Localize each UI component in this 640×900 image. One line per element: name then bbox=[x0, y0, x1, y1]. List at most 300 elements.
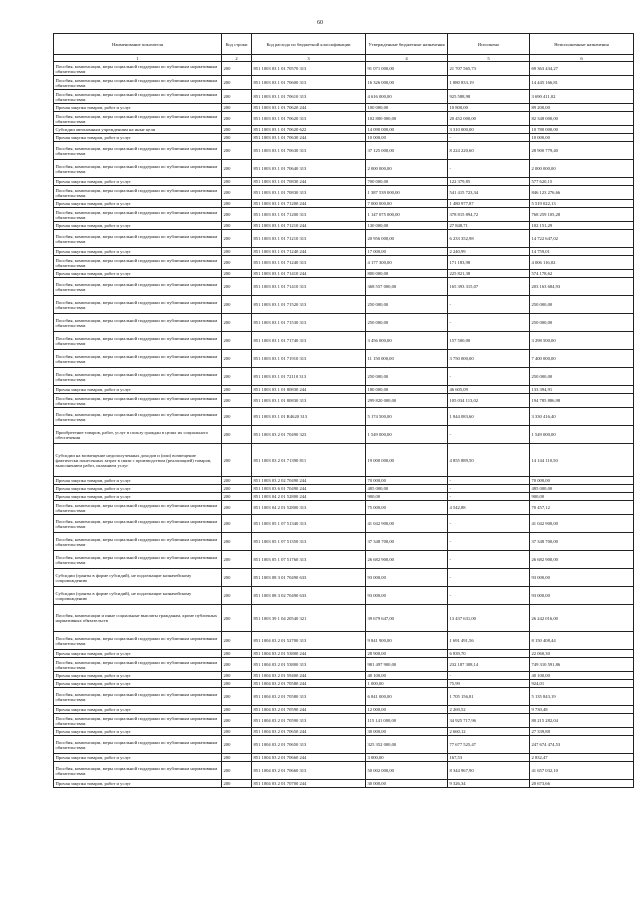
table-row bbox=[54, 477, 634, 485]
cell-approved: 50 002 000,00 bbox=[366, 762, 448, 780]
cell-approved: 1 000,00 bbox=[366, 680, 448, 688]
cell-executed: 232 187 308,14 bbox=[448, 658, 530, 672]
cell-executed: 171 183,98 bbox=[448, 256, 530, 270]
cell-indicator-name: Пособия, компенсации, меры социальной поддержки по публичным нормативным обязательствам bbox=[54, 394, 222, 408]
cell-approved: 4 616 000,00 bbox=[366, 90, 448, 104]
cell-executed: - bbox=[448, 426, 530, 444]
cell-remaining: 41 042 900,00 bbox=[530, 515, 634, 533]
cell-executed: 4 855 889,50 bbox=[448, 444, 530, 477]
cell-expense-code: 851 1003 03 1 01 70640 313 bbox=[252, 160, 366, 178]
cell-approved: 102 800 000,00 bbox=[366, 112, 448, 126]
cell-line-code: 200 bbox=[222, 408, 252, 426]
header-expense-code: Код расхода по бюджетной классификации bbox=[252, 34, 366, 55]
cell-expense-code: 851 1003 05 1 07 51760 313 bbox=[252, 551, 366, 569]
cell-line-code: 200 bbox=[222, 90, 252, 104]
cell-approved: 41 042 900,00 bbox=[366, 515, 448, 533]
cell-executed: 1 880 833,19 bbox=[448, 76, 530, 90]
cell-remaining: 41 657 032,10 bbox=[530, 762, 634, 780]
cell-line-code: 200 bbox=[222, 780, 252, 788]
cell-executed: 1 480 977,87 bbox=[448, 200, 530, 208]
cell-expense-code: 851 1003 03 1 01 71200 244 bbox=[252, 200, 366, 208]
cell-executed: 77 677 525,47 bbox=[448, 736, 530, 754]
cell-line-code: 200 bbox=[222, 688, 252, 706]
table-row bbox=[54, 650, 634, 658]
cell-approved: 700 000,00 bbox=[366, 178, 448, 186]
cell-line-code: 200 bbox=[222, 278, 252, 296]
cell-indicator-name: Прочая закупка товаров, работ и услуг bbox=[54, 178, 222, 186]
table-row bbox=[54, 142, 634, 160]
cell-indicator-name: Субсидии автономным учреждениям на иные цели bbox=[54, 126, 222, 134]
cell-expense-code: 851 1003 03 2 01 71390 811 bbox=[252, 444, 366, 477]
cell-approved: 1 549 000,00 bbox=[366, 426, 448, 444]
page-number: 60 bbox=[317, 20, 323, 26]
cell-approved: 800 000,00 bbox=[366, 270, 448, 278]
cell-line-code: 200 bbox=[222, 76, 252, 90]
cell-approved: 37 125 000,00 bbox=[366, 142, 448, 160]
table-row bbox=[54, 314, 634, 332]
table-row bbox=[54, 208, 634, 222]
cell-indicator-name: Прочая закупка товаров, работ и услуг bbox=[54, 248, 222, 256]
cell-expense-code: 851 1003 03 1 01 70630 244 bbox=[252, 134, 366, 142]
cell-approved: 368 557 000,00 bbox=[366, 278, 448, 296]
table-row bbox=[54, 256, 634, 270]
cell-approved: 9 841 900,00 bbox=[366, 632, 448, 650]
cell-indicator-name: Прочая закупка товаров, работ и услуг bbox=[54, 493, 222, 501]
cell-remaining: 40 100,00 bbox=[530, 672, 634, 680]
cell-executed: 8 344 967,90 bbox=[448, 762, 530, 780]
cell-remaining: 1 549 000,00 bbox=[530, 426, 634, 444]
cell-executed: 122 379,85 bbox=[448, 178, 530, 186]
cell-executed: - bbox=[448, 160, 530, 178]
cell-expense-code: 851 1003 03 1 01 71740 313 bbox=[252, 332, 366, 350]
cell-indicator-name: Пособия, компенсации, меры социальной поддержки по публичным нормативным обязательствам bbox=[54, 658, 222, 672]
cell-expense-code: 851 1003 03 1 01 70620 313 bbox=[252, 112, 366, 126]
cell-executed: 10 800,00 bbox=[448, 104, 530, 112]
cell-remaining: 93 000,00 bbox=[530, 587, 634, 605]
cell-executed: 541 415 723,34 bbox=[448, 186, 530, 200]
cell-approved: 26 682 900,00 bbox=[366, 551, 448, 569]
cell-expense-code: 851 1003 03 1 01 70620 244 bbox=[252, 104, 366, 112]
cell-executed: 8 224 220,60 bbox=[448, 142, 530, 160]
cell-remaining: 70 000,00 bbox=[530, 477, 634, 485]
cell-executed: 2 660,12 bbox=[448, 728, 530, 736]
cell-line-code: 200 bbox=[222, 332, 252, 350]
cell-executed: 378 815 894,72 bbox=[448, 208, 530, 222]
cell-remaining: 3 690 411,02 bbox=[530, 90, 634, 104]
cell-remaining: 37 348 700,00 bbox=[530, 533, 634, 551]
cell-line-code: 200 bbox=[222, 714, 252, 728]
cell-executed: 1 844 083,60 bbox=[448, 408, 530, 426]
cell-line-code: 200 bbox=[222, 134, 252, 142]
cell-expense-code: 851 1003 03 1 01 70620 622 bbox=[252, 126, 366, 134]
cell-indicator-name: Прочая закупка товаров, работ и услуг bbox=[54, 270, 222, 278]
cell-expense-code: 851 1003 03 1 01 70630 313 bbox=[252, 142, 366, 160]
cell-executed: 13 437 631,00 bbox=[448, 605, 530, 632]
header-remaining: Неисполненные назначения bbox=[530, 34, 634, 55]
cell-remaining: 82 348 000,00 bbox=[530, 112, 634, 126]
cell-expense-code: 851 1003 03 1 01 71530 313 bbox=[252, 314, 366, 332]
table-row bbox=[54, 112, 634, 126]
table-header-row bbox=[54, 34, 634, 55]
cell-indicator-name: Прочая закупка товаров, работ и услуг bbox=[54, 780, 222, 788]
cell-line-code: 200 bbox=[222, 230, 252, 248]
cell-approved: 3 456 000,00 bbox=[366, 332, 448, 350]
cell-indicator-name: Пособия, компенсации, меры социальной поддержки по публичным нормативным обязательствам bbox=[54, 714, 222, 728]
cell-expense-code: 851 1003 03 1 01 80830 244 bbox=[252, 386, 366, 394]
table-row bbox=[54, 126, 634, 134]
cell-approved: 250 000,00 bbox=[366, 296, 448, 314]
table-row bbox=[54, 515, 634, 533]
cell-expense-code: 851 1004 03 2 01 70580 313 bbox=[252, 688, 366, 706]
cell-expense-code: 851 1004 03 2 01 70650 244 bbox=[252, 728, 366, 736]
cell-approved: 10 000,00 bbox=[366, 134, 448, 142]
cell-expense-code: 851 1003 04 2 01 52800 313 bbox=[252, 501, 366, 515]
cell-approved: 250 000,00 bbox=[366, 314, 448, 332]
cell-remaining: 2 000 000,00 bbox=[530, 160, 634, 178]
cell-expense-code: 851 1004 03 2 01 70580 244 bbox=[252, 680, 366, 688]
cell-remaining: 27 339,88 bbox=[530, 728, 634, 736]
cell-line-code: 200 bbox=[222, 104, 252, 112]
table-row bbox=[54, 408, 634, 426]
cell-executed: 157 500,00 bbox=[448, 332, 530, 350]
cell-line-code: 200 bbox=[222, 501, 252, 515]
cell-line-code: 200 bbox=[222, 314, 252, 332]
cell-executed: 225 821,38 bbox=[448, 270, 530, 278]
cell-approved: 30 000,00 bbox=[366, 728, 448, 736]
cell-approved: 325 352 000,00 bbox=[366, 736, 448, 754]
cell-remaining: 2 832,47 bbox=[530, 754, 634, 762]
cell-expense-code: 851 1003 03 1 01 72110 313 bbox=[252, 368, 366, 386]
cell-line-code: 200 bbox=[222, 296, 252, 314]
cell-approved: 1 387 539 000,00 bbox=[366, 186, 448, 200]
table-row bbox=[54, 332, 634, 350]
cell-expense-code: 851 1003 03 1 01 70600 313 bbox=[252, 76, 366, 90]
cell-line-code: 200 bbox=[222, 569, 252, 587]
cell-expense-code: 851 1003 03 1 01 71910 313 bbox=[252, 350, 366, 368]
cell-expense-code: 851 1003 03 1 01 71210 313 bbox=[252, 230, 366, 248]
cell-remaining: 924,01 bbox=[530, 680, 634, 688]
cell-expense-code: 851 1003 03 1 01 71520 313 bbox=[252, 296, 366, 314]
cell-indicator-name: Прочая закупка товаров, работ и услуг bbox=[54, 200, 222, 208]
cell-line-code: 200 bbox=[222, 368, 252, 386]
cell-line-code: 200 bbox=[222, 386, 252, 394]
cell-line-code: 200 bbox=[222, 728, 252, 736]
cell-approved: 40 100,00 bbox=[366, 672, 448, 680]
cell-approved: 900,00 bbox=[366, 493, 448, 501]
table-row bbox=[54, 728, 634, 736]
table-row bbox=[54, 178, 634, 186]
cell-indicator-name: Пособия, компенсации, меры социальной поддержки по публичным нормативным обязательствам bbox=[54, 208, 222, 222]
cell-remaining: 10 780 000,00 bbox=[530, 126, 634, 134]
cell-approved: 37 348 700,00 bbox=[366, 533, 448, 551]
cell-indicator-name: Пособия, компенсации, меры социальной поддержки по публичным нормативным обязательствам bbox=[54, 688, 222, 706]
cell-approved: 981 497 900,00 bbox=[366, 658, 448, 672]
cell-executed: - bbox=[448, 368, 530, 386]
cell-approved: 5 174 500,00 bbox=[366, 408, 448, 426]
cell-approved: 6 841 000,00 bbox=[366, 688, 448, 706]
cell-executed: - bbox=[448, 485, 530, 493]
table-row bbox=[54, 493, 634, 501]
cell-indicator-name: Пособия, компенсации, меры социальной поддержки по публичным нормативным обязательствам bbox=[54, 112, 222, 126]
cell-executed: 165 393 315,07 bbox=[448, 278, 530, 296]
cell-indicator-name: Приобретение товаров, работ, услуг в пользу граждан в целях их социального обеспечения bbox=[54, 426, 222, 444]
cell-indicator-name: Прочая закупка товаров, работ и услуг bbox=[54, 134, 222, 142]
cell-indicator-name: Пособия, компенсации, меры социальной поддержки по публичным нормативным обязательствам bbox=[54, 515, 222, 533]
cell-indicator-name: Пособия, компенсации, меры социальной поддержки по публичным нормативным обязательствам bbox=[54, 296, 222, 314]
cell-line-code: 200 bbox=[222, 754, 252, 762]
column-number: 2 bbox=[222, 55, 252, 62]
table-row bbox=[54, 754, 634, 762]
cell-line-code: 200 bbox=[222, 650, 252, 658]
table-row bbox=[54, 296, 634, 314]
cell-executed: 3 750 000,00 bbox=[448, 350, 530, 368]
column-number: 4 bbox=[366, 55, 448, 62]
cell-approved: 93 000,00 bbox=[366, 569, 448, 587]
cell-remaining: 250 000,00 bbox=[530, 296, 634, 314]
cell-line-code: 200 bbox=[222, 270, 252, 278]
cell-expense-code: 851 1003 03 1 01 71240 244 bbox=[252, 248, 366, 256]
cell-indicator-name: Пособия, компенсации, меры социальной поддержки по публичным нормативным обязательствам bbox=[54, 632, 222, 650]
cell-approved: 16 326 000,00 bbox=[366, 76, 448, 90]
cell-executed: 1 691 491,56 bbox=[448, 632, 530, 650]
cell-executed: - bbox=[448, 569, 530, 587]
cell-indicator-name: Пособия, компенсации, меры социальной поддержки по публичным нормативным обязательствам bbox=[54, 332, 222, 350]
table-row bbox=[54, 680, 634, 688]
cell-remaining: 28 900 779,40 bbox=[530, 142, 634, 160]
cell-approved: 30 000,00 bbox=[366, 780, 448, 788]
cell-approved: 19 000 000,00 bbox=[366, 444, 448, 477]
cell-line-code: 200 bbox=[222, 444, 252, 477]
cell-indicator-name: Пособия, компенсации, меры социальной поддержки по публичным нормативным обязательствам bbox=[54, 501, 222, 515]
cell-remaining: 26 242 016,00 bbox=[530, 605, 634, 632]
cell-expense-code: 851 1003 04 2 01 52800 244 bbox=[252, 493, 366, 501]
cell-expense-code: 851 1004 03 2 01 70660 244 bbox=[252, 754, 366, 762]
table-row bbox=[54, 762, 634, 780]
cell-line-code: 200 bbox=[222, 160, 252, 178]
cell-indicator-name: Прочая закупка товаров, работ и услуг bbox=[54, 485, 222, 493]
cell-indicator-name: Прочая закупка товаров, работ и услуг bbox=[54, 222, 222, 230]
cell-executed: - bbox=[448, 515, 530, 533]
cell-executed: 1 705 156,81 bbox=[448, 688, 530, 706]
cell-line-code: 200 bbox=[222, 736, 252, 754]
cell-executed: - bbox=[448, 493, 530, 501]
cell-approved: 91 071 000,00 bbox=[366, 62, 448, 76]
cell-remaining: 250 000,00 bbox=[530, 368, 634, 386]
cell-approved: 12 000,00 bbox=[366, 706, 448, 714]
cell-line-code: 200 bbox=[222, 533, 252, 551]
cell-approved: 93 000,00 bbox=[366, 587, 448, 605]
cell-remaining: 3 298 500,00 bbox=[530, 332, 634, 350]
table-body bbox=[54, 62, 634, 788]
table-row bbox=[54, 230, 634, 248]
cell-approved: 100 000,00 bbox=[366, 104, 448, 112]
cell-indicator-name: Пособия, компенсации, меры социальной поддержки по публичным нормативным обязательствам bbox=[54, 350, 222, 368]
cell-approved: 7 000 000,00 bbox=[366, 200, 448, 208]
table-row bbox=[54, 632, 634, 650]
cell-executed: 4 542,88 bbox=[448, 501, 530, 515]
table-row bbox=[54, 485, 634, 493]
table-row bbox=[54, 533, 634, 551]
cell-expense-code: 851 1004 03 2 01 70650 313 bbox=[252, 736, 366, 754]
cell-approved: 75 000,00 bbox=[366, 501, 448, 515]
cell-remaining: 749 310 591,86 bbox=[530, 658, 634, 672]
cell-expense-code: 851 1003 03 6 01 70490 244 bbox=[252, 485, 366, 493]
cell-executed: - bbox=[448, 551, 530, 569]
cell-indicator-name: Субсидии на возмещение недополученных доходов и (или) возмещение фактически понесенных затрат в связи с производством (реализацией) товаров, выполнением работ, оказанием услуг bbox=[54, 444, 222, 477]
table-row bbox=[54, 706, 634, 714]
table-row bbox=[54, 714, 634, 728]
cell-approved: 14 090 000,00 bbox=[366, 126, 448, 134]
table-row bbox=[54, 444, 634, 477]
table-row bbox=[54, 605, 634, 632]
column-number: 5 bbox=[448, 55, 530, 62]
table-row bbox=[54, 587, 634, 605]
cell-executed: 46 605,09 bbox=[448, 386, 530, 394]
cell-line-code: 200 bbox=[222, 632, 252, 650]
table-row bbox=[54, 248, 634, 256]
cell-line-code: 200 bbox=[222, 672, 252, 680]
cell-executed: 9 326,34 bbox=[448, 780, 530, 788]
cell-remaining: 70 457,12 bbox=[530, 501, 634, 515]
cell-executed: - bbox=[448, 134, 530, 142]
cell-remaining: 250 000,00 bbox=[530, 314, 634, 332]
cell-expense-code: 851 1004 03 2 01 53800 313 bbox=[252, 658, 366, 672]
cell-remaining: 846 123 276,66 bbox=[530, 186, 634, 200]
cell-expense-code: 851 1003 03 1 01 70570 313 bbox=[252, 62, 366, 76]
cell-indicator-name: Пособия, компенсации, меры социальной поддержки по публичным нормативным обязательствам bbox=[54, 314, 222, 332]
cell-approved: 2 000 000,00 bbox=[366, 160, 448, 178]
cell-indicator-name: Прочая закупка товаров, работ и услуг bbox=[54, 680, 222, 688]
cell-line-code: 200 bbox=[222, 762, 252, 780]
column-number: 6 bbox=[530, 55, 634, 62]
cell-indicator-name: Пособия, компенсации, меры социальной поддержки по публичным нормативным обязательствам bbox=[54, 90, 222, 104]
cell-indicator-name: Пособия, компенсации, меры социальной поддержки по публичным нормативным обязательствам bbox=[54, 160, 222, 178]
cell-indicator-name: Пособия, компенсации и иные социальные выплаты гражданам, кроме публичных нормативных обязательств bbox=[54, 605, 222, 632]
cell-executed: 20 452 000,00 bbox=[448, 112, 530, 126]
cell-indicator-name: Субсидии (гранты в форме субсидий), не подлежащие казначейскому сопровождению bbox=[54, 569, 222, 587]
table-row bbox=[54, 62, 634, 76]
cell-approved: 39 679 647,00 bbox=[366, 605, 448, 632]
cell-expense-code: 851 1003 03 1 01 71410 244 bbox=[252, 270, 366, 278]
cell-line-code: 200 bbox=[222, 515, 252, 533]
cell-expense-code: 851 1003 03 1 01 R4620 313 bbox=[252, 408, 366, 426]
table-row bbox=[54, 426, 634, 444]
cell-indicator-name: Пособия, компенсации, меры социальной поддержки по публичным нормативным обязательствам bbox=[54, 186, 222, 200]
table-row bbox=[54, 222, 634, 230]
cell-expense-code: 851 1003 03 2 01 70490 323 bbox=[252, 426, 366, 444]
cell-expense-code: 851 1003 03 1 01 70610 313 bbox=[252, 90, 366, 104]
header-executed: Исполнено bbox=[448, 34, 530, 55]
cell-line-code: 200 bbox=[222, 587, 252, 605]
cell-line-code: 200 bbox=[222, 142, 252, 160]
cell-expense-code: 851 1004 03 2 01 52700 313 bbox=[252, 632, 366, 650]
cell-indicator-name: Пособия, компенсации, меры социальной поддержки по публичным нормативным обязательствам bbox=[54, 736, 222, 754]
cell-remaining: 203 163 684,93 bbox=[530, 278, 634, 296]
cell-remaining: 26 682 900,00 bbox=[530, 551, 634, 569]
table-row bbox=[54, 736, 634, 754]
cell-indicator-name: Прочая закупка товаров, работ и услуг bbox=[54, 650, 222, 658]
table-row bbox=[54, 134, 634, 142]
table-row bbox=[54, 90, 634, 104]
table-row bbox=[54, 278, 634, 296]
cell-indicator-name: Прочая закупка товаров, работ и услуг bbox=[54, 728, 222, 736]
table-row bbox=[54, 160, 634, 178]
cell-expense-code: 851 1003 03 1 01 71410 313 bbox=[252, 278, 366, 296]
cell-remaining: 577 620,15 bbox=[530, 178, 634, 186]
cell-remaining: 4 006 116,02 bbox=[530, 256, 634, 270]
cell-executed: - bbox=[448, 672, 530, 680]
cell-line-code: 200 bbox=[222, 186, 252, 200]
cell-indicator-name: Пособия, компенсации, меры социальной поддержки по публичным нормативным обязательствам bbox=[54, 142, 222, 160]
cell-indicator-name: Пособия, компенсации, меры социальной поддержки по публичным нормативным обязательствам bbox=[54, 551, 222, 569]
cell-approved: 20 956 000,00 bbox=[366, 230, 448, 248]
cell-remaining: 14 722 647,02 bbox=[530, 230, 634, 248]
cell-remaining: 14 445 166,81 bbox=[530, 76, 634, 90]
cell-line-code: 200 bbox=[222, 605, 252, 632]
cell-line-code: 200 bbox=[222, 477, 252, 485]
cell-indicator-name: Пособия, компенсации, меры социальной поддержки по публичным нормативным обязательствам bbox=[54, 256, 222, 270]
cell-approved: 3 000,00 bbox=[366, 754, 448, 762]
cell-executed: 6 233 352,98 bbox=[448, 230, 530, 248]
cell-executed: 2 269,52 bbox=[448, 706, 530, 714]
cell-line-code: 200 bbox=[222, 426, 252, 444]
header-indicator-name: Наименование показателя bbox=[54, 34, 222, 55]
cell-indicator-name: Пособия, компенсации, меры социальной поддержки по публичным нормативным обязательствам bbox=[54, 76, 222, 90]
table-row bbox=[54, 368, 634, 386]
cell-line-code: 200 bbox=[222, 493, 252, 501]
cell-expense-code: 851 1004 03 2 01 70590 244 bbox=[252, 706, 366, 714]
cell-remaining: 9 730,48 bbox=[530, 706, 634, 714]
header-line-code: Код строки bbox=[222, 34, 252, 55]
cell-remaining: 133 394,91 bbox=[530, 386, 634, 394]
header-approved: Утвержденные бюджетные назначения bbox=[366, 34, 448, 55]
cell-remaining: 768 259 105,28 bbox=[530, 208, 634, 222]
cell-indicator-name: Прочая закупка товаров, работ и услуг bbox=[54, 754, 222, 762]
cell-remaining: 900,00 bbox=[530, 493, 634, 501]
cell-indicator-name: Пособия, компенсации, меры социальной поддержки по публичным нормативным обязательствам bbox=[54, 278, 222, 296]
cell-executed: - bbox=[448, 296, 530, 314]
table-row bbox=[54, 200, 634, 208]
cell-expense-code: 851 1003 08 3 01 70490 633 bbox=[252, 569, 366, 587]
cell-remaining: 7 400 000,00 bbox=[530, 350, 634, 368]
cell-approved: 115 141 000,00 bbox=[366, 714, 448, 728]
cell-indicator-name: Пособия, компенсации, меры социальной поддержки по публичным нормативным обязательствам bbox=[54, 533, 222, 551]
table-row bbox=[54, 186, 634, 200]
table-row bbox=[54, 672, 634, 680]
cell-remaining: 5 519 022,13 bbox=[530, 200, 634, 208]
cell-indicator-name: Пособия, компенсации, меры социальной поддержки по публичным нормативным обязательствам bbox=[54, 368, 222, 386]
cell-line-code: 200 bbox=[222, 112, 252, 126]
cell-executed: - bbox=[448, 314, 530, 332]
cell-indicator-name: Прочая закупка товаров, работ и услуг bbox=[54, 706, 222, 714]
cell-indicator-name: Субсидии (гранты в форме субсидий), не подлежащие казначейскому сопровождению bbox=[54, 587, 222, 605]
budget-execution-table bbox=[53, 33, 634, 788]
cell-expense-code: 851 1004 03 2 01 70700 244 bbox=[252, 780, 366, 788]
cell-expense-code: 851 1004 03 2 01 70590 313 bbox=[252, 714, 366, 728]
cell-remaining: 8 150 408,44 bbox=[530, 632, 634, 650]
cell-executed: 3 310 000,00 bbox=[448, 126, 530, 134]
cell-expense-code: 851 1003 03 1 01 71210 244 bbox=[252, 222, 366, 230]
cell-executed: - bbox=[448, 533, 530, 551]
cell-remaining: 22 060,30 bbox=[530, 650, 634, 658]
cell-executed: 6 839,70 bbox=[448, 650, 530, 658]
cell-executed: 21 707 565,73 bbox=[448, 62, 530, 76]
cell-remaining: 80 215 282,04 bbox=[530, 714, 634, 728]
cell-remaining: 102 151,29 bbox=[530, 222, 634, 230]
cell-indicator-name: Прочая закупка товаров, работ и услуг bbox=[54, 386, 222, 394]
cell-expense-code: 851 1004 03 2 01 70660 313 bbox=[252, 762, 366, 780]
cell-expense-code: 851 1003 39 1 04 20540 321 bbox=[252, 605, 366, 632]
